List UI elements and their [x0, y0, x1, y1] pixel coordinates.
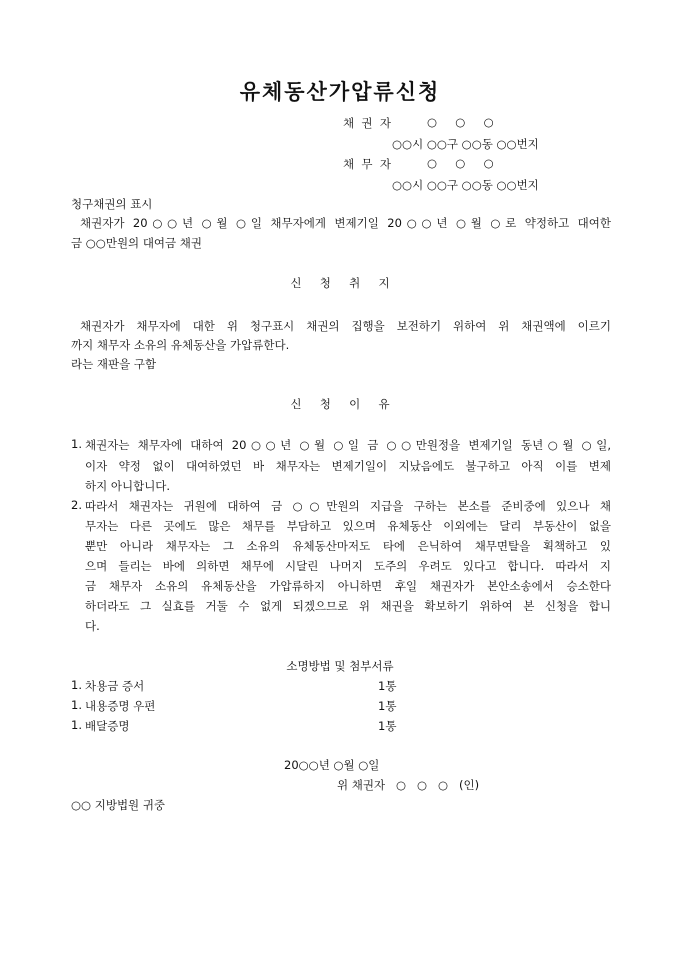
creditor-label: 채 권 자 — [343, 116, 391, 130]
reason-1-line: 하지 아니합니다. — [85, 479, 171, 493]
reason-2-line: 으며 들리는 바에 의하면 채무에 시달린 나머지 도주의 우려도 있다고 합니다. 따라서 지 — [85, 559, 611, 573]
evidence-item-qty: 1통 — [378, 699, 397, 713]
reason-2-line: 무자는 다른 곳에도 많은 채무를 부담하고 있으며 유체동산 이외에는 달리 부동산이 없을 — [85, 519, 611, 533]
evidence-item-qty: 1통 — [378, 719, 397, 733]
evidence-item-name: 배달증명 — [85, 719, 130, 733]
reason-1-number: 1. — [71, 437, 82, 451]
reason-2-line: 뿐만 아니라 채무자는 그 소유의 유체동산마저도 타에 은닉하여 채무면탈을 획책하고 있 — [85, 539, 611, 553]
reason-1-line: 채권자는 채무자에 대하여 20○○년 ○월 ○일 금 ○○만원정을 변제기일 동년○월 ○일, — [85, 438, 611, 452]
document-title: 유체동산가압류신청 — [239, 79, 441, 104]
evidence-item-number: 1. — [71, 718, 82, 732]
reason-2-line: 따라서 채권자는 귀원에 대하여 금 ○○만원의 지급을 구하는 본소를 준비중에 있으나 채 — [85, 499, 611, 513]
purpose-line-1: 채권자가 채무자에 대한 위 청구표시 채권의 집행을 보전하기 위하여 위 채권액에 이르기 — [80, 319, 611, 333]
signer-line: 위 채권자 ○ ○ ○ (인) — [337, 778, 480, 792]
claim-line-2: 금 ○○만원의 대여금 채권 — [71, 236, 203, 250]
creditor-address: ○○시 ○○구 ○○동 ○○번지 — [392, 137, 539, 151]
evidence-item-qty: 1통 — [378, 679, 397, 693]
creditor-name: ○ ○ ○ — [427, 115, 494, 129]
claim-heading: 청구채권의 표시 — [71, 197, 153, 211]
evidence-item-number: 1. — [71, 678, 82, 692]
reasons-heading: 신 청 이 유 — [290, 397, 390, 411]
purpose-heading: 신 청 취 지 — [290, 276, 390, 290]
purpose-line-3: 라는 재판을 구함 — [71, 357, 157, 371]
reason-2-number: 2. — [71, 498, 82, 512]
court-addressee: ○○ 지방법원 귀중 — [71, 798, 166, 812]
evidence-item-name: 차용금 증서 — [85, 679, 145, 693]
reason-1-line: 이자 약정 없이 대여하였던 바 채무자는 변제기일이 지났음에도 불구하고 아직 이를 변제 — [85, 459, 611, 473]
debtor-name: ○ ○ ○ — [427, 156, 494, 170]
claim-line-1: 채권자가 20○○년 ○월 ○일 채무자에게 변제기일 20○○년 ○월 ○로 약정하고 대여한 — [80, 216, 611, 230]
purpose-line-2: 까지 채무자 소유의 유체동산을 가압류한다. — [71, 338, 290, 352]
reason-2-line: 다. — [85, 619, 100, 633]
debtor-address: ○○시 ○○구 ○○동 ○○번지 — [392, 178, 539, 192]
reason-2-line: 하더라도 그 실효를 거둘 수 없게 되겠으므로 위 채권을 확보하기 위하여 본 신청을 합니 — [85, 599, 611, 613]
filing-date: 20○○년 ○월 ○일 — [284, 758, 380, 772]
debtor-label: 채 무 자 — [343, 157, 391, 171]
evidence-heading: 소명방법 및 첨부서류 — [286, 659, 394, 673]
evidence-item-name: 내용증명 우편 — [85, 699, 156, 713]
reason-2-line: 금 채무자 소유의 유체동산을 가압류하지 아니하면 후일 채권자가 본안소송에서 승소한다 — [85, 579, 611, 593]
evidence-item-number: 1. — [71, 698, 82, 712]
